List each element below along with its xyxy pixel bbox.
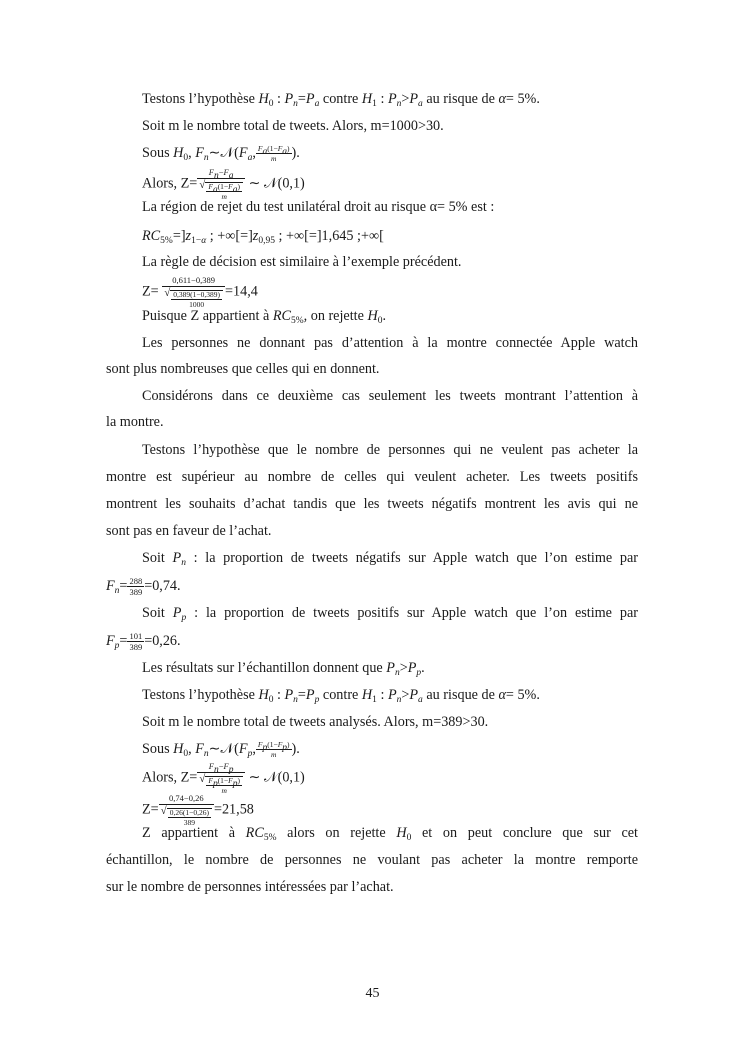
conclusion-line-4: sur le nombre de personnes intéressées par l’achat.: [106, 879, 394, 895]
fp-estimate-line: $F_p=$ $\frac{101}{389}$ =0,26.: [106, 630, 181, 653]
rejection-region-line: La région de rejet du test unilatéral droit au risque α= 5% est :: [142, 199, 495, 215]
conclusion-line-2: Z appartient à $RC_{5\%}$ alors on rejette $H_0$ et on peut conclure que sur cet: [142, 825, 638, 843]
hypothesis-line-1: Testons l’hypothèse $H_0$ : $P_n=P_a$ contre $H_1$ : $P_n>P_a$ au risque de α= 5%.: [142, 91, 540, 109]
hypothesis-line-2: Testons l’hypothèse $H_0$ : $P_n=P_p$ contre $H_1$ : $P_n>P_a$ au risque de α= 5%.: [142, 687, 540, 705]
rejection-region-formula: $RC_{5\%}=]z_{1-\alpha}$ ; $+\infty[=]z_{0,95}$ ; +∞[=]1,645 ;+∞[: [142, 228, 384, 246]
z-value-line-1: Z= 0,611−0,389 √ $\frac{0,389(1-0,389)}{1000}$ =14,4: [142, 276, 638, 302]
conclusion-line-3: échantillon, le nombre de personnes ne voulant pas acheter la montre remporte: [106, 852, 638, 868]
paragraph-1-line-1: Les personnes ne donnant pas d’attention à la montre connectée Apple watch: [142, 335, 638, 351]
decision-rule-line: La règle de décision est similaire à l’exemple précédent.: [142, 254, 462, 270]
pn-definition-line: Soit $P_n$ : la proportion de tweets négatifs sur Apple watch que l’on estime par: [142, 550, 638, 568]
paragraph-3-line-4: sont pas en faveur de l’achat.: [106, 523, 272, 539]
pp-definition-line: Soit $P_p$ : la proportion de tweets positifs sur Apple watch que l’on estime par: [142, 605, 638, 623]
conclusion-line-1: Puisque Z appartient à $RC_{5\%}$, on rejette $H_0$.: [142, 308, 386, 326]
z-statistic-line-2: Alors, Z= $F_n-F_p$ √ $\frac{F_p(1-F_p)}{m}$ ∼ 𝒩(0,1): [142, 762, 638, 788]
sample-size-line-1: Soit m le nombre total de tweets. Alors, m=1000>30.: [142, 118, 444, 134]
page-number: 45: [365, 986, 380, 1001]
paragraph-3-line-1: Testons l’hypothèse que le nombre de personnes qui ne veulent pas acheter la: [142, 442, 638, 458]
paragraph-2-line-1: Considérons dans ce deuxième cas seulement les tweets montrant l’attention à: [142, 388, 638, 404]
fn-estimate-line: $F_n=$ $\frac{288}{389}$ =0,74.: [106, 575, 181, 598]
distribution-line-1: Sous $H_0$, $F_n\sim 𝒩(F_a$, $\frac{F_a(1-F_a)}{m}$ ).: [142, 143, 300, 164]
z-statistic-line-1: Alors, Z= $F_n-F_a$ √ $\frac{F_a(1-F_a)}{m}$ ∼ 𝒩(0,1): [142, 168, 638, 194]
sample-results-line: Les résultats sur l’échantillon donnent que $P_n>P_p$.: [142, 660, 425, 678]
z-value-line-2: Z= 0,74−0,26 √ $\frac{0,26(1-0,26)}{389}$ =21,58: [142, 794, 638, 820]
paragraph-3-line-2: montre est supérieur au nombre de celles qui veulent acheter. Les tweets positifs: [106, 469, 638, 485]
distribution-line-2: Sous $H_0$, $F_n\sim 𝒩(F_p$, $\frac{F_p(1-F_p)}{m}$ ).: [142, 739, 300, 760]
paragraph-3-line-3: montrent les souhaits d’achat tandis que les tweets négatifs montrent les avis qui ne: [106, 496, 638, 512]
paragraph-1-line-2: sont plus nombreuses que celles qui en donnent.: [106, 361, 380, 377]
sample-size-line-2: Soit m le nombre total de tweets analysés. Alors, m=389>30.: [142, 714, 489, 730]
paragraph-2-line-2: la montre.: [106, 414, 164, 430]
